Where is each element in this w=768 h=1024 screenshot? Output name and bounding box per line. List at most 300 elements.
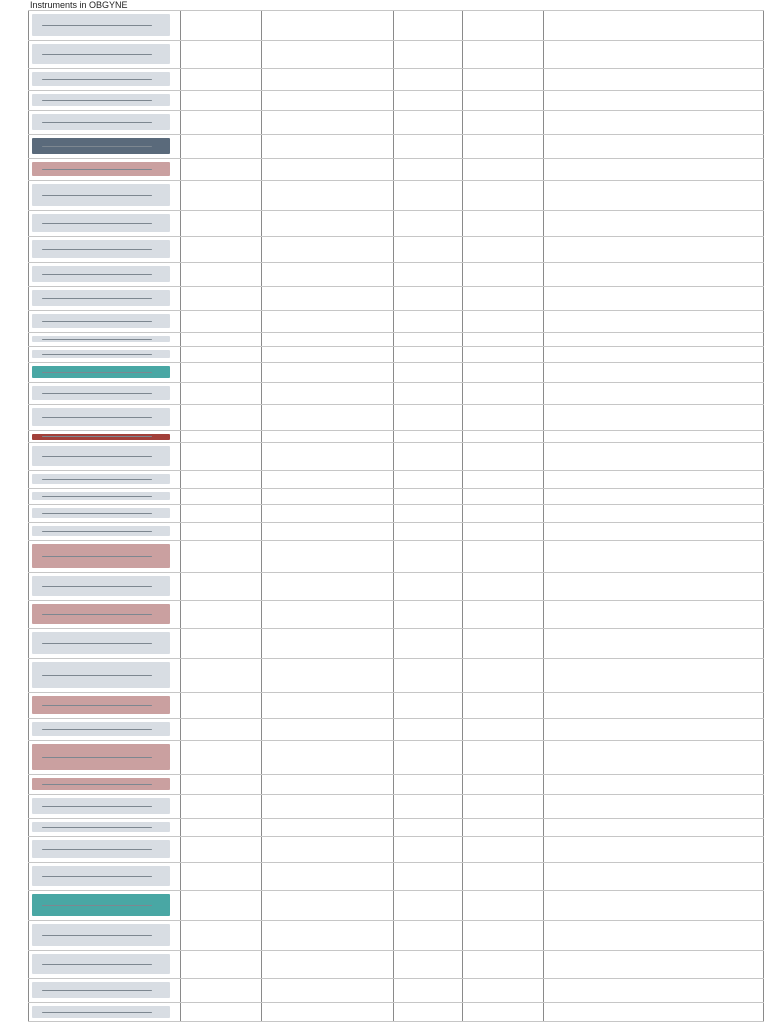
instrument-image-cell [30,863,178,889]
instrument-photo [32,604,170,624]
instrument-photo [32,544,170,568]
table-cell [545,863,762,889]
instrument-silhouette [42,274,152,275]
instrument-image-cell [30,211,178,235]
table-cell [545,159,762,179]
instrument-silhouette [42,298,152,299]
table-cell [263,601,391,627]
table-cell [395,41,460,67]
table-cell [182,443,259,469]
instrument-photo [32,696,170,714]
table-cell [545,719,762,739]
instrument-silhouette [42,849,152,850]
table-cell [395,819,460,835]
table-cell [182,111,259,133]
table-cell [464,287,541,309]
table-cell [182,363,259,381]
table-cell [182,891,259,919]
instrument-image-cell [30,111,178,133]
table-cell [464,11,541,39]
table-cell [182,523,259,539]
table-cell [182,287,259,309]
instrument-silhouette [42,513,152,514]
table-cell [182,405,259,429]
column-divider [180,10,181,1022]
table-cell [464,795,541,817]
instrument-photo [32,350,170,358]
instrument-photo [32,266,170,282]
table-cell [545,775,762,793]
instrument-silhouette [42,905,152,906]
table-cell [182,837,259,861]
table-cell [545,405,762,429]
table-cell [545,471,762,487]
table-cell [182,135,259,157]
table-cell [182,211,259,235]
table-cell [545,91,762,109]
table-cell [464,629,541,657]
table-cell [395,891,460,919]
table-cell [464,659,541,691]
table-cell [545,135,762,157]
instrument-photo [32,386,170,400]
instrument-silhouette [42,827,152,828]
instrument-image-cell [30,363,178,381]
table-cell [263,443,391,469]
table-cell [545,795,762,817]
table-cell [263,863,391,889]
table-cell [545,601,762,627]
instrument-silhouette [42,675,152,676]
table-cell [464,159,541,179]
column-divider [763,10,764,1022]
instrument-photo [32,162,170,176]
table-cell [464,69,541,89]
instrument-silhouette [42,705,152,706]
table-cell [395,541,460,571]
table-cell [263,91,391,109]
table-cell [464,863,541,889]
instrument-photo [32,434,170,440]
table-cell [545,951,762,977]
table-cell [545,693,762,717]
instrument-photo [32,72,170,86]
table-cell [182,91,259,109]
instrument-image-cell [30,347,178,361]
table-cell [182,347,259,361]
table-cell [263,287,391,309]
instrument-image-cell [30,601,178,627]
instruments-table [28,10,764,1022]
table-cell [182,11,259,39]
instrument-silhouette [42,614,152,615]
instrument-image-cell [30,693,178,717]
table-cell [395,363,460,381]
instrument-image-cell [30,159,178,179]
instrument-photo [32,290,170,306]
table-cell [464,819,541,835]
table-cell [395,951,460,977]
instrument-image-cell [30,659,178,691]
instrument-image-cell [30,837,178,861]
instrument-image-cell [30,951,178,977]
table-cell [263,837,391,861]
instrument-silhouette [42,876,152,877]
table-cell [395,795,460,817]
instrument-photo [32,14,170,36]
table-cell [464,111,541,133]
table-cell [395,159,460,179]
table-cell [182,311,259,331]
instrument-silhouette [42,436,152,437]
table-cell [182,431,259,441]
table-cell [464,505,541,521]
table-cell [464,541,541,571]
table-cell [464,91,541,109]
table-cell [395,629,460,657]
column-divider [462,10,463,1022]
table-cell [545,741,762,773]
instrument-silhouette [42,249,152,250]
table-cell [182,629,259,657]
instrument-silhouette [42,757,152,758]
table-cell [545,505,762,521]
instrument-image-cell [30,287,178,309]
instrument-image-cell [30,921,178,949]
instrument-photo [32,954,170,974]
table-cell [263,741,391,773]
table-cell [464,741,541,773]
instrument-silhouette [42,169,152,170]
table-cell [545,431,762,441]
table-cell [263,659,391,691]
table-cell [182,921,259,949]
table-cell [263,159,391,179]
table-cell [263,1003,391,1021]
table-cell [395,443,460,469]
instrument-image-cell [30,181,178,209]
table-cell [263,573,391,599]
table-cell [395,471,460,487]
table-cell [263,795,391,817]
table-cell [464,211,541,235]
table-cell [263,263,391,285]
table-cell [464,383,541,403]
table-cell [263,541,391,571]
table-cell [395,693,460,717]
instrument-photo [32,662,170,688]
table-cell [182,505,259,521]
table-cell [395,135,460,157]
table-cell [263,405,391,429]
instrument-silhouette [42,79,152,80]
instrument-silhouette [42,372,152,373]
table-cell [464,181,541,209]
instrument-photo [32,240,170,258]
table-cell [395,979,460,1001]
table-cell [464,979,541,1001]
table-cell [464,347,541,361]
table-cell [545,347,762,361]
instrument-silhouette [42,122,152,123]
table-cell [545,921,762,949]
table-cell [263,891,391,919]
table-cell [464,135,541,157]
instrument-image-cell [30,719,178,739]
table-cell [263,775,391,793]
table-cell [182,573,259,599]
instrument-silhouette [42,990,152,991]
table-cell [395,111,460,133]
instrument-photo [32,1006,170,1018]
table-cell [395,1003,460,1021]
instrument-photo [32,982,170,998]
table-cell [263,111,391,133]
table-cell [263,489,391,503]
instrument-photo [32,366,170,378]
table-cell [395,573,460,599]
instrument-image-cell [30,573,178,599]
instrument-image-cell [30,69,178,89]
table-cell [182,383,259,403]
table-cell [263,11,391,39]
table-cell [545,1003,762,1021]
table-cell [395,719,460,739]
instrument-image-cell [30,41,178,67]
table-cell [263,69,391,89]
table-cell [263,951,391,977]
table-cell [545,263,762,285]
instrument-photo [32,778,170,790]
instrument-image-cell [30,795,178,817]
instrument-silhouette [42,223,152,224]
table-cell [464,837,541,861]
instrument-silhouette [42,354,152,355]
instrument-silhouette [42,556,152,557]
table-cell [182,237,259,261]
table-cell [263,693,391,717]
table-cell [464,523,541,539]
instrument-image-cell [30,471,178,487]
instrument-image-cell [30,489,178,503]
instrument-silhouette [42,531,152,532]
table-cell [395,69,460,89]
instrument-photo [32,508,170,518]
instrument-image-cell [30,741,178,773]
table-cell [464,573,541,599]
table-cell [395,863,460,889]
table-cell [182,489,259,503]
instrument-silhouette [42,806,152,807]
table-cell [263,921,391,949]
table-cell [545,443,762,469]
instrument-image-cell [30,431,178,441]
table-cell [182,601,259,627]
table-cell [395,383,460,403]
table-cell [545,489,762,503]
table-cell [182,333,259,345]
table-cell [182,741,259,773]
table-cell [263,431,391,441]
table-cell [545,111,762,133]
table-cell [545,287,762,309]
table-cell [395,237,460,261]
table-cell [182,1003,259,1021]
table-cell [545,383,762,403]
table-cell [545,41,762,67]
table-cell [395,505,460,521]
table-cell [182,951,259,977]
instrument-silhouette [42,100,152,101]
table-cell [545,541,762,571]
table-cell [395,431,460,441]
table-cell [545,237,762,261]
table-cell [464,405,541,429]
table-cell [545,311,762,331]
instrument-photo [32,408,170,426]
table-cell [263,629,391,657]
table-cell [395,181,460,209]
instrument-photo [32,94,170,106]
table-cell [464,471,541,487]
table-cell [545,211,762,235]
table-cell [182,979,259,1001]
column-divider [28,10,29,1022]
instrument-silhouette [42,195,152,196]
table-cell [182,471,259,487]
table-cell [263,135,391,157]
table-cell [395,263,460,285]
instrument-photo [32,866,170,886]
column-divider [393,10,394,1022]
table-cell [182,41,259,67]
table-cell [182,181,259,209]
table-cell [464,489,541,503]
instrument-image-cell [30,383,178,403]
table-cell [182,719,259,739]
instrument-image-cell [30,819,178,835]
instrument-image-cell [30,333,178,345]
table-cell [263,719,391,739]
instrument-silhouette [42,417,152,418]
instrument-silhouette [42,146,152,147]
instrument-photo [32,894,170,916]
table-cell [395,333,460,345]
table-cell [464,41,541,67]
table-cell [263,347,391,361]
instrument-photo [32,924,170,946]
table-cell [395,11,460,39]
table-cell [182,863,259,889]
instrument-silhouette [42,456,152,457]
table-cell [182,775,259,793]
instrument-photo [32,446,170,466]
instrument-silhouette [42,321,152,322]
instrument-silhouette [42,729,152,730]
instrument-silhouette [42,496,152,497]
instrument-photo [32,822,170,832]
instrument-image-cell [30,135,178,157]
instrument-image-cell [30,1003,178,1021]
table-cell [464,263,541,285]
instrument-image-cell [30,629,178,657]
instrument-image-cell [30,541,178,571]
table-cell [464,363,541,381]
table-cell [545,11,762,39]
table-cell [395,921,460,949]
instrument-photo [32,632,170,654]
column-divider [543,10,544,1022]
table-cell [395,287,460,309]
table-cell [263,333,391,345]
instrument-silhouette [42,784,152,785]
instrument-image-cell [30,11,178,39]
instrument-photo [32,798,170,814]
table-cell [182,693,259,717]
table-cell [182,819,259,835]
table-cell [464,775,541,793]
instrument-silhouette [42,964,152,965]
instrument-image-cell [30,443,178,469]
instrument-image-cell [30,263,178,285]
table-cell [545,891,762,919]
instrument-silhouette [42,54,152,55]
table-cell [395,311,460,331]
instrument-photo [32,138,170,154]
instrument-image-cell [30,523,178,539]
table-cell [182,659,259,691]
table-cell [182,541,259,571]
table-cell [464,333,541,345]
instrument-photo [32,184,170,206]
instrument-photo [32,744,170,770]
table-cell [545,363,762,381]
table-cell [545,629,762,657]
column-divider [261,10,262,1022]
instrument-silhouette [42,643,152,644]
table-cell [182,69,259,89]
instrument-photo [32,492,170,500]
table-cell [395,523,460,539]
table-cell [545,659,762,691]
table-cell [263,237,391,261]
table-cell [263,363,391,381]
row-divider [28,1021,764,1022]
table-cell [263,211,391,235]
table-cell [545,979,762,1001]
instrument-silhouette [42,935,152,936]
table-cell [464,891,541,919]
table-cell [464,951,541,977]
table-cell [263,505,391,521]
instrument-silhouette [42,393,152,394]
table-cell [464,693,541,717]
table-cell [263,819,391,835]
table-cell [182,795,259,817]
instrument-photo [32,840,170,858]
table-cell [263,41,391,67]
table-cell [545,819,762,835]
instrument-silhouette [42,586,152,587]
instrument-image-cell [30,237,178,261]
instrument-photo [32,314,170,328]
table-cell [182,263,259,285]
table-cell [263,181,391,209]
table-cell [395,775,460,793]
table-cell [464,311,541,331]
table-cell [464,431,541,441]
table-cell [263,383,391,403]
